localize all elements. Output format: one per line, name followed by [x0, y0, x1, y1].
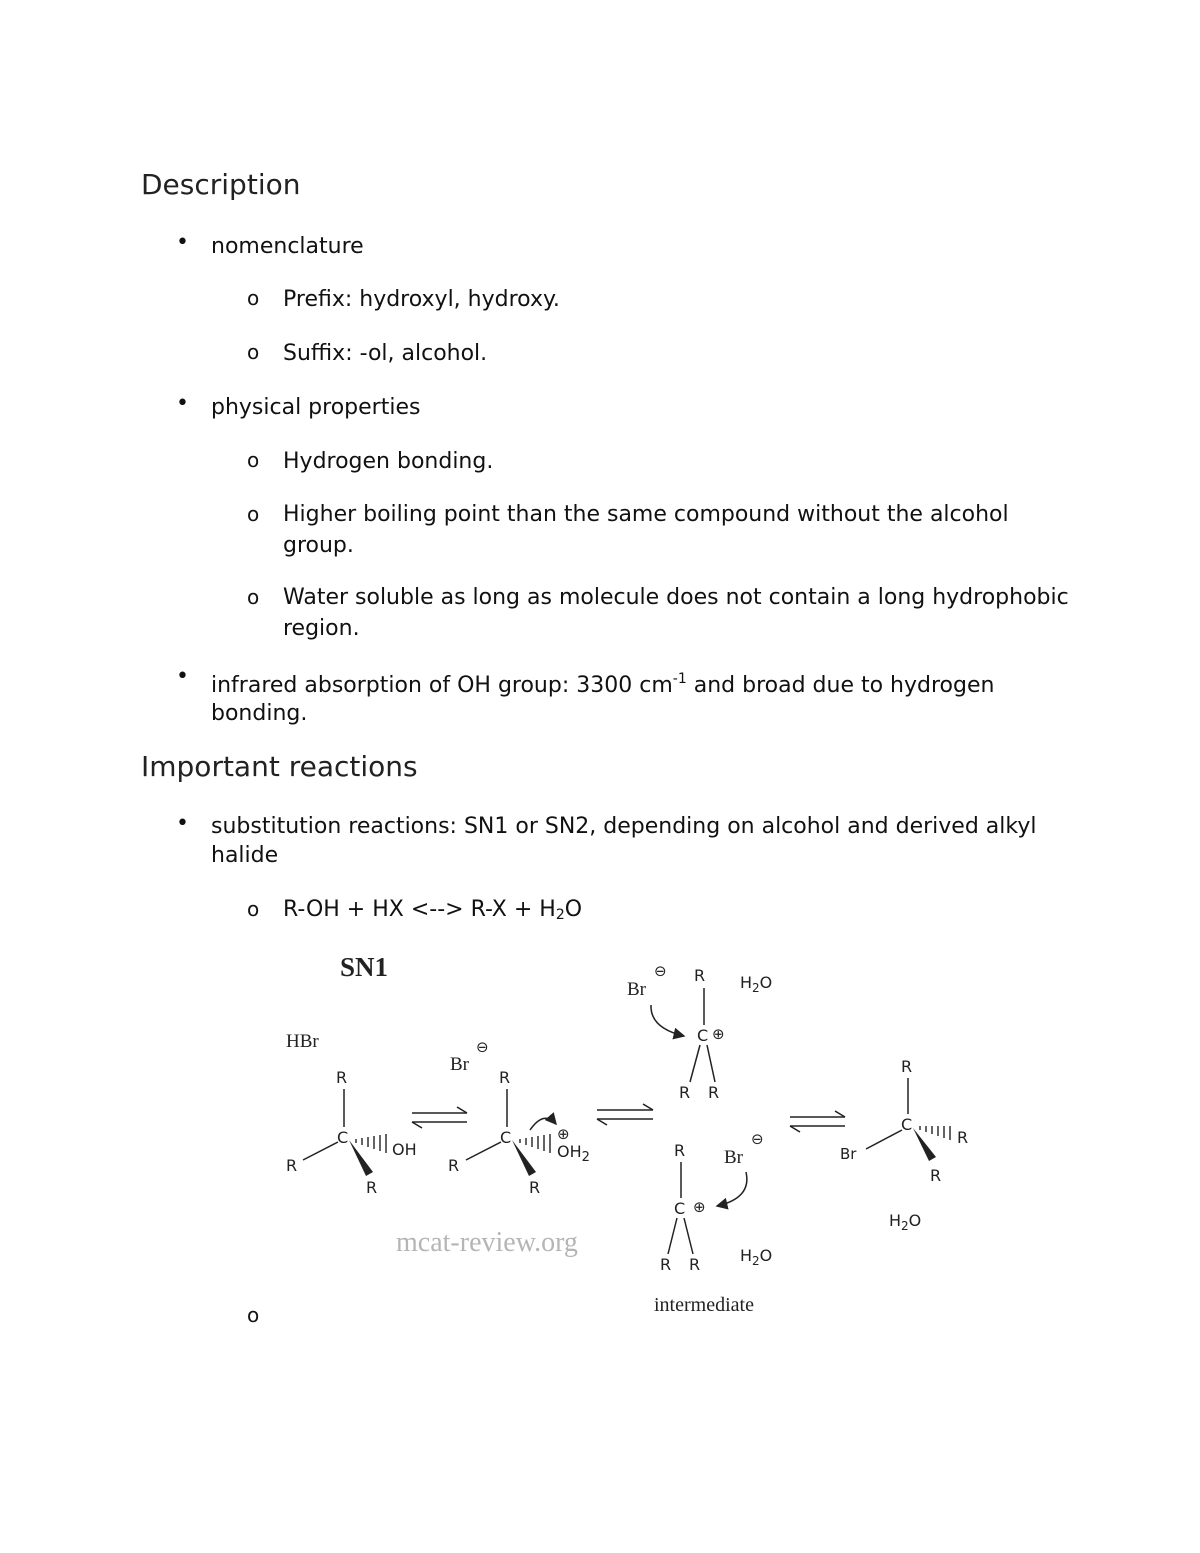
list-item-prefix: Prefix: hydroxyl, hydroxy. [283, 287, 560, 312]
carbon-4: C [674, 1199, 686, 1218]
bullet-dot: • [176, 230, 189, 255]
r-bottom-right-4: R [689, 1255, 701, 1274]
h2o-sub: 2 [901, 1219, 909, 1233]
bullet-circle: o [247, 340, 260, 364]
carbon-2: C [500, 1128, 512, 1147]
ir-superscript: -1 [672, 671, 687, 687]
section-title-reactions: Important reactions [141, 750, 418, 783]
hbr-label: HBr [286, 1031, 319, 1052]
watermark: mcat-review.org [396, 1227, 578, 1258]
equilibrium-arrow [597, 1104, 653, 1125]
h2o-h: H [889, 1211, 902, 1230]
br-label-2: Br [450, 1054, 469, 1075]
carbon-3: C [697, 1026, 709, 1045]
minus-charge-2: ⊖ [476, 1038, 489, 1056]
intermediate-caption: intermediate [654, 1294, 754, 1316]
bullet-circle: o [247, 585, 260, 609]
bullet-dot: • [176, 391, 189, 416]
r-top-5: R [901, 1057, 913, 1076]
bond-line [303, 1142, 338, 1160]
h2o-sub: 2 [752, 1254, 760, 1268]
list-item-physical-properties: physical properties [211, 395, 421, 420]
oh2-label [557, 1142, 590, 1165]
h2o-h: H [740, 973, 753, 992]
curved-arrow [530, 1118, 556, 1130]
dash-bond [356, 1134, 386, 1153]
r-top-1: R [336, 1068, 348, 1087]
h2o-sub: 2 [752, 981, 760, 995]
r-bottom-5: R [930, 1166, 942, 1185]
bullet-circle: o [247, 897, 260, 921]
carbon-1: C [337, 1128, 349, 1147]
list-item-hydrogen-bonding: Hydrogen bonding. [283, 449, 494, 474]
bond-line [684, 1218, 693, 1254]
dash-bond [920, 1126, 950, 1140]
r-top-2: R [499, 1068, 511, 1087]
bullet-dot: • [176, 811, 189, 836]
ir-text-pre: infrared absorption of OH group: 3300 cm [211, 673, 673, 698]
figure-title: SN1 [340, 952, 389, 982]
oh-label: OH [392, 1140, 417, 1159]
h2o-label-bottom [740, 1246, 772, 1268]
h2o-label-product [889, 1211, 921, 1233]
h2o-label-top [740, 973, 772, 995]
plus-charge-4: ⊕ [693, 1198, 706, 1216]
minus-charge-3: ⊖ [654, 962, 667, 980]
equation-post: O [564, 897, 583, 922]
r-bottom-left-4: R [660, 1255, 672, 1274]
h2o-o: O [759, 1246, 773, 1265]
equation-pre: R-OH + HX <--> R-X + H [283, 897, 556, 922]
list-item-nomenclature: nomenclature [211, 234, 364, 259]
minus-charge-4: ⊖ [751, 1130, 764, 1148]
wedge-bond [349, 1140, 373, 1176]
h2o-o: O [908, 1211, 922, 1230]
br-label-3: Br [627, 979, 646, 1000]
ir-text-post: and broad due to hydrogen bonding. [211, 673, 995, 726]
r-bottom-right-3: R [708, 1083, 720, 1102]
curved-arrow [717, 1172, 747, 1206]
list-item-substitution: substitution reactions: SN1 or SN2, depending on alcohol and derived alkyl halide [211, 814, 1037, 868]
r-bottom-left-3: R [679, 1083, 691, 1102]
equilibrium-arrow [790, 1111, 845, 1132]
r-bottom-1: R [366, 1178, 378, 1197]
section-title-description: Description [141, 168, 301, 201]
oh2-main: OH [557, 1142, 582, 1161]
h2o-h: H [740, 1246, 753, 1265]
list-item-water-soluble: Water soluble as long as molecule does not contain a long hydrophobic region. [283, 585, 1069, 641]
curved-arrow [651, 1005, 684, 1036]
bond-line [690, 1045, 700, 1082]
r-left-2: R [448, 1156, 460, 1175]
bond-line [707, 1045, 715, 1082]
bullet-circle-empty: o [247, 1303, 260, 1327]
bullet-circle: o [247, 502, 260, 526]
bond-line [866, 1130, 902, 1149]
r-right-5: R [957, 1128, 969, 1147]
carbon-5: C [901, 1115, 913, 1134]
bullet-circle: o [247, 286, 260, 310]
r-bottom-2: R [529, 1178, 541, 1197]
dash-bond [520, 1134, 550, 1153]
br-label-5: Br [840, 1145, 857, 1163]
r-top-3: R [694, 966, 706, 985]
bond-line [668, 1218, 677, 1254]
equation-subscript: 2 [555, 907, 565, 923]
list-item-suffix: Suffix: -ol, alcohol. [283, 341, 488, 366]
plus-charge-3: ⊕ [712, 1025, 725, 1043]
plus-charge-2: ⊕ [557, 1125, 570, 1143]
br-label-4: Br [724, 1147, 743, 1168]
h2o-o: O [759, 973, 773, 992]
list-item-boiling-point: Higher boiling point than the same compound without the alcohol group. [283, 502, 1009, 558]
equilibrium-arrow [412, 1107, 467, 1128]
bond-line [466, 1142, 501, 1160]
bullet-circle: o [247, 448, 260, 472]
r-left-1: R [286, 1156, 298, 1175]
oh2-subscript: 2 [581, 1150, 590, 1165]
bullet-dot: • [176, 664, 189, 689]
r-top-4: R [674, 1141, 686, 1160]
